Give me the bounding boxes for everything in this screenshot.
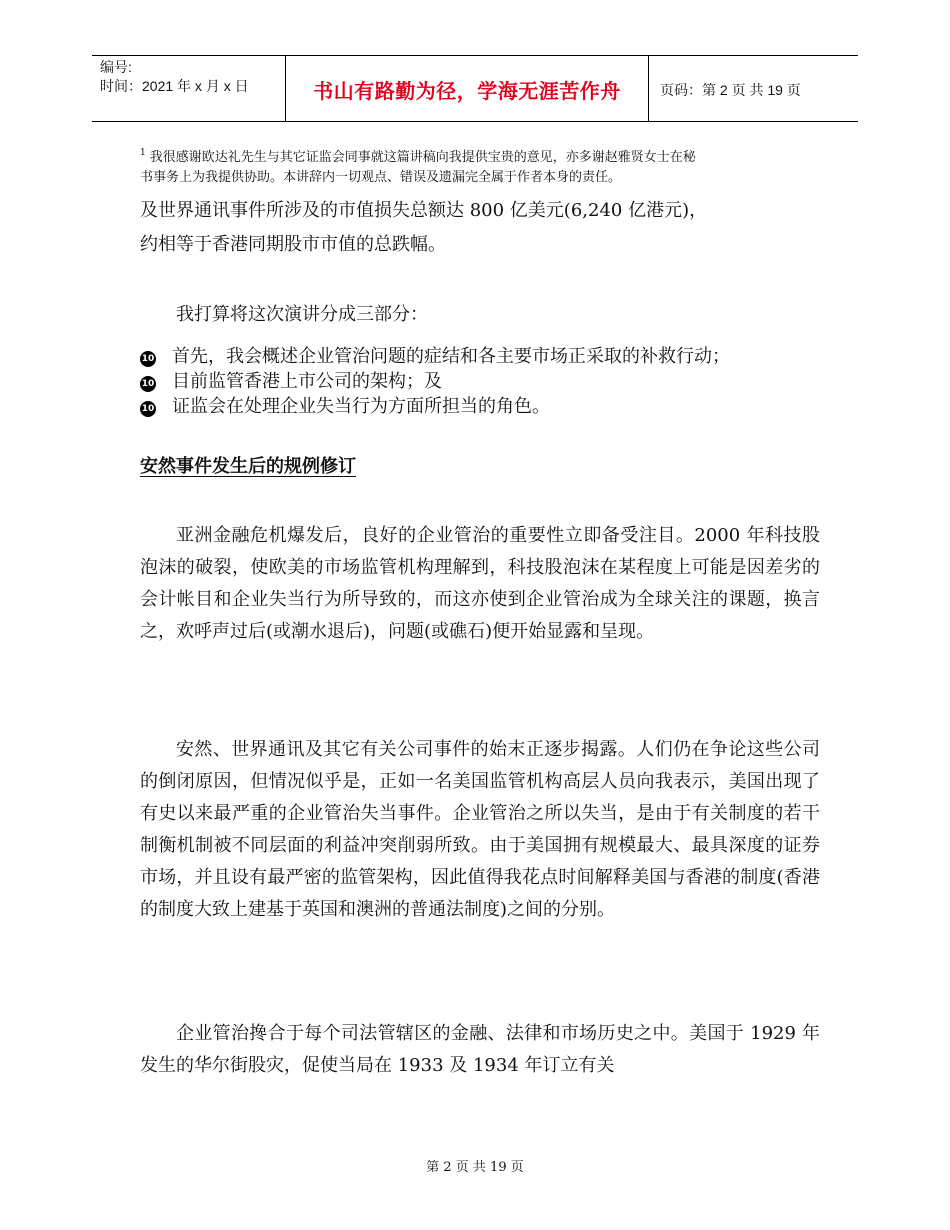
header-rule-bottom [92, 121, 858, 122]
bullet-item-1 [140, 345, 730, 369]
bullet-item-3 [140, 395, 550, 419]
bullet-marker-icon: 10 [140, 401, 156, 417]
paragraph-1: 亚洲金融危机爆发后，良好的企业管治的重要性立即备受注目。2000 年科技股泡沫的破裂，使欧美的市场监管机构理解到，科技股泡沫在某程度上可能是因差劣的会计帐目和企业失当行为所导致的，而这亦使到企业管治成为全球关注的课题，换言之，欢呼声过后(或潮水退后)，问题(或礁石)便开始显露和呈现。 [140, 525, 820, 642]
page-footer: 第 2 页 共 19 页 [426, 1160, 524, 1175]
footnote-marker: 1 [140, 148, 146, 158]
bullet-marker-icon: 10 [140, 376, 156, 392]
footnote-line-2: 书事务上为我提供协助。本讲辞内一切观点、错误及遗漏完全属于作者本身的责任。 [140, 170, 622, 185]
intro-line-2: 约相等于香港同期股市市值的总跌幅。 [140, 234, 446, 255]
header-motto: 书山有路勤为径，学海无涯苦作舟 [313, 81, 621, 103]
intro-line-1: 及世界通讯事件所涉及的市值损失总额达 800 亿美元(6,240 亿港元)， [140, 200, 708, 221]
plan-sentence: 我打算将这次演讲分成三部分： [176, 304, 428, 325]
paragraph-3: 企业管治搀合于每个司法管辖区的金融、法律和市场历史之中。美国于 1929 年发生的华尔街股灾，促使当局在 1933 及 1934 年订立有关 [140, 1023, 820, 1076]
section-heading: 安然事件发生后的规例修订 [140, 456, 356, 477]
bullet-text-1: 首先，我会概述企业管治问题的症结和各主要市场正采取的补救行动； [172, 346, 730, 367]
footnote-line-1: 我很感谢欧达礼先生与其它证监会同事就这篇讲稿向我提供宝贵的意见，亦多谢赵雅贤女士在秘 [149, 150, 696, 165]
header-time-label: 时间：2021 年 x 月 x 日 [100, 78, 249, 94]
header-number-label: 编号: [100, 59, 132, 75]
bullet-marker-icon: 10 [140, 351, 156, 367]
bullet-text-3: 证监会在处理企业失当行为方面所担当的角色。 [172, 396, 550, 417]
footnote [140, 143, 840, 188]
header-page-info: 页码：第 2 页 共 19 页 [660, 82, 801, 98]
bullet-item-2 [140, 370, 442, 394]
header-meta [100, 58, 249, 96]
bullet-text-2: 目前监管香港上市公司的架构；及 [172, 371, 442, 392]
paragraph-2: 安然、世界通讯及其它有关公司事件的始末正逐步揭露。人们仍在争论这些公司的倒闭原因，但情况似乎是，正如一名美国监管机构高层人员向我表示，美国出现了有史以来最严重的企业管治失当事件。企业管治之所以失当，是由于有关制度的若干制衡机制被不同层面的利益冲突削弱所致。由于美国拥有规模最大、最具深度的证券市场，并且设有最严密的监管架构，因此值得我花点时间解释美国与香港的制度(香港的制度大致上建基于英国和澳洲的普通法制度)之间的分别。 [140, 739, 820, 920]
